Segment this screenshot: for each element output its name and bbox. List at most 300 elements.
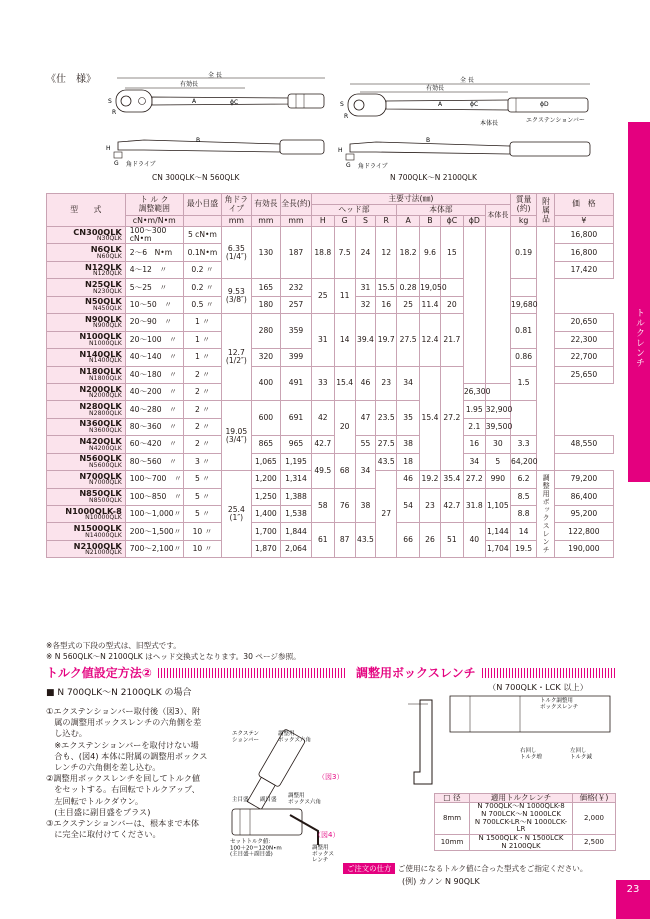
svg-text:主目盛: 主目盛 bbox=[232, 797, 249, 803]
svg-text:調整用ボックス六角: 調整用ボックス六角 bbox=[278, 731, 311, 744]
dim-cell: 47 bbox=[355, 401, 376, 436]
dim-cell: 12.7 (1/2″) bbox=[222, 314, 252, 401]
instruction-line: 合も、(図4) 本体に附属の調整用ボックス bbox=[46, 750, 208, 761]
min-scale-cell: 10 〃 bbox=[183, 523, 221, 540]
price-cell: 19,680 bbox=[510, 296, 536, 313]
instruction-line: し込む。 bbox=[46, 728, 87, 739]
header-body-length: 本体長 bbox=[485, 205, 510, 227]
dim-cell: 5 bbox=[485, 453, 510, 470]
torque-range-cell: 2～6 N•m bbox=[125, 244, 183, 261]
spec-row bbox=[47, 488, 614, 505]
spec-row bbox=[47, 227, 614, 244]
header-head: ヘッド部 bbox=[311, 205, 396, 216]
dim-cell: 26 bbox=[420, 523, 441, 558]
model-name: N90QLK bbox=[85, 313, 122, 324]
model-cell bbox=[47, 471, 126, 488]
min-scale-cell: 2 〃 bbox=[183, 418, 221, 435]
torque-section-title: トルク値設定方法② bbox=[46, 666, 152, 680]
model-cell bbox=[47, 314, 126, 331]
dim-cell: 87 bbox=[334, 523, 355, 558]
dim-cell: 34 bbox=[355, 453, 376, 488]
dim-cell: 34 bbox=[463, 453, 485, 470]
torque-section-subtitle: ■ N 700QLK～N 2100QLK の場合 bbox=[46, 688, 192, 698]
model-cell bbox=[47, 296, 126, 313]
instruction-line: ③エクステンションバーは、根本まで本体 bbox=[46, 818, 200, 829]
instruction-line: レンチの六角側を差し込む。 bbox=[46, 762, 161, 773]
torque-range-cell: 40～180 〃 bbox=[125, 366, 183, 383]
price-cell: 16,800 bbox=[554, 244, 613, 261]
dim-cell: 27 bbox=[376, 471, 397, 558]
dim-cell: 33 bbox=[311, 366, 334, 401]
price-cell: 39,500 bbox=[485, 418, 510, 435]
header-main-dims: 主要寸法(㎜) bbox=[311, 194, 510, 205]
old-model-name: N14000QLK bbox=[85, 531, 122, 539]
model-name: N2100QLK bbox=[73, 540, 122, 551]
dim-cell: 1,105 bbox=[485, 488, 510, 523]
svg-text:エクステンションバー: エクステンションバー bbox=[232, 731, 260, 744]
torque-range-cell: 5～25 〃 bbox=[125, 279, 183, 296]
page-number: 23 bbox=[616, 880, 650, 919]
diagram-left-caption: CN 300QLK～N 560QLK bbox=[152, 173, 240, 182]
min-scale-cell: 0.2 〃 bbox=[183, 279, 221, 296]
wrench-diagram-left bbox=[100, 70, 330, 180]
dim-cell: 15 bbox=[440, 227, 463, 279]
min-scale-cell: 2 〃 bbox=[183, 366, 221, 383]
svg-text:右回しトルク増: 右回しトルク増 bbox=[520, 748, 542, 761]
dim-cell: 21.7 bbox=[440, 314, 463, 366]
dim-cell: 24 bbox=[355, 227, 376, 279]
dim-cell: 31 bbox=[311, 314, 334, 366]
dim-cell: 399 bbox=[281, 349, 312, 366]
min-scale-cell: 0.1N•m bbox=[183, 244, 221, 261]
dim-cell: 0.19 bbox=[510, 227, 536, 279]
spec-row bbox=[47, 453, 614, 470]
old-model-name: N7000QLK bbox=[89, 479, 122, 487]
dim-cell: 232 bbox=[281, 279, 312, 296]
dim-cell: 15.5 bbox=[376, 279, 397, 296]
dim-cell: 1.95 bbox=[463, 401, 485, 418]
dim-cell: 9.53 (3/8″) bbox=[222, 279, 252, 314]
svg-text:H: H bbox=[106, 145, 111, 152]
min-scale-cell: 0.2 〃 bbox=[183, 261, 221, 278]
dim-cell: 865 bbox=[251, 436, 281, 453]
model-name: CN300QLK bbox=[73, 226, 122, 237]
box-wrench-figure bbox=[380, 692, 616, 792]
model-cell bbox=[47, 244, 126, 261]
spec-row bbox=[47, 366, 614, 383]
model-name: N12QLK bbox=[85, 261, 122, 272]
dim-cell: 14 bbox=[334, 314, 355, 366]
dim-cell: 19.7 bbox=[376, 314, 397, 366]
svg-text:B: B bbox=[196, 137, 201, 144]
dim-cell: 0.86 bbox=[510, 349, 536, 366]
dim-cell: 180 bbox=[251, 296, 281, 313]
side-tab-label: トルクレンチ bbox=[634, 308, 644, 368]
dim-cell: 8.8 bbox=[510, 506, 536, 523]
header-model: 型 式 bbox=[47, 194, 126, 227]
dim-cell: 359 bbox=[281, 314, 312, 349]
dim-cell: 30 bbox=[485, 436, 510, 453]
svg-text:H: H bbox=[338, 147, 343, 154]
dim-cell: 130 bbox=[251, 227, 281, 279]
min-scale-cell: 1 〃 bbox=[183, 314, 221, 331]
price-cell: 190,000 bbox=[554, 540, 613, 557]
price-cell: 122,800 bbox=[554, 523, 613, 540]
price-cell: 64,200 bbox=[510, 453, 536, 470]
dim-cell: 40 bbox=[463, 523, 485, 558]
accessory-cell bbox=[537, 227, 555, 471]
torque-range-cell: 200～1,500〃 bbox=[125, 523, 183, 540]
dim-cell: 39.4 bbox=[355, 314, 376, 366]
min-scale-cell: 5 〃 bbox=[183, 506, 221, 523]
old-model-name: N2000QLK bbox=[89, 392, 122, 400]
min-scale-cell: 2 〃 bbox=[183, 383, 221, 400]
old-model-name: N1000QLK bbox=[89, 339, 122, 347]
price-cell: 22,300 bbox=[554, 331, 613, 348]
dim-cell: 16 bbox=[376, 296, 397, 313]
dim-cell: 23.5 bbox=[376, 401, 397, 436]
dim-cell: 23 bbox=[420, 488, 441, 523]
dim-cell: 1,704 bbox=[485, 540, 510, 557]
set-torque-note: セットトルク値： 100＋20＝120N•m (主目盛＋副目盛) bbox=[230, 839, 282, 858]
dim-cell: 2.1 bbox=[463, 418, 485, 435]
dim-cell: 20 bbox=[440, 296, 463, 313]
dim-cell: 31 bbox=[355, 279, 376, 296]
dim-cell: 990 bbox=[485, 471, 510, 488]
side-category-tab[interactable] bbox=[628, 122, 650, 482]
dim-cell: 1,870 bbox=[251, 540, 281, 557]
torque-range-cell: 10～50 〃 bbox=[125, 296, 183, 313]
dim-cell: 9.6 bbox=[420, 227, 441, 279]
old-model-name: N60QLK bbox=[96, 252, 122, 260]
svg-text:S: S bbox=[340, 101, 344, 108]
svg-text:B: B bbox=[426, 137, 431, 144]
dim-cell: 16 bbox=[463, 436, 485, 453]
diagram-right-caption: N 700QLK～N 2100QLK bbox=[390, 173, 477, 182]
svg-text:G: G bbox=[114, 160, 119, 167]
dim-cell: 1,065 bbox=[251, 453, 281, 470]
old-model-name: N2800QLK bbox=[89, 409, 122, 417]
model-name: N200QLK bbox=[79, 383, 122, 394]
model-cell bbox=[47, 418, 126, 435]
model-name: N100QLK bbox=[79, 331, 122, 342]
old-model-name: N450QLK bbox=[92, 305, 122, 313]
torque-range-cell: 80～560 〃 bbox=[125, 453, 183, 470]
torque-range-cell: 80～360 〃 bbox=[125, 418, 183, 435]
model-name: N560QLK bbox=[79, 453, 122, 464]
instruction-line: 左回転でトルクダウン。 bbox=[46, 795, 144, 806]
header-accessory: 附属品 bbox=[537, 194, 555, 227]
instruction-line: (主目盛に副目盛をプラス) bbox=[46, 806, 151, 817]
dim-cell: 61 bbox=[311, 523, 334, 558]
dim-cell: 15.4 bbox=[420, 366, 441, 471]
header-body: 本体部 bbox=[397, 205, 486, 216]
dim-cell: 0.28 bbox=[397, 279, 420, 296]
torque-range-cell: 100～850 〃 bbox=[125, 488, 183, 505]
header-min-scale: 最小目盛 bbox=[183, 194, 221, 216]
header-price: 価 格 bbox=[554, 194, 613, 216]
square-drive-label: 角ドライブ bbox=[126, 161, 156, 168]
spec-row bbox=[47, 401, 614, 418]
price-cell: 19,050 bbox=[420, 279, 441, 296]
dim-cell: 11.4 bbox=[420, 296, 441, 313]
header-effective-length: 有効長 bbox=[251, 194, 281, 216]
model-name: N420QLK bbox=[79, 435, 122, 446]
dim-cell: 19.05 (3/4″) bbox=[222, 401, 252, 471]
order-example: (例) カノン N 90QLK bbox=[402, 877, 480, 886]
min-scale-cell: 2 〃 bbox=[183, 436, 221, 453]
header-total-length: 全長(約) bbox=[281, 194, 312, 216]
dim-cell: 491 bbox=[281, 366, 312, 401]
price-cell: 95,200 bbox=[554, 506, 613, 523]
model-cell bbox=[47, 540, 126, 557]
dim-cell: 46 bbox=[397, 471, 420, 488]
dim-cell: 280 bbox=[251, 314, 281, 349]
svg-text:A: A bbox=[438, 101, 443, 108]
dim-cell: 23 bbox=[376, 366, 397, 401]
model-name: N6QLK bbox=[90, 244, 122, 255]
dim-cell: 1,700 bbox=[251, 523, 281, 540]
old-model-name: N230QLK bbox=[92, 287, 122, 295]
dim-cell: 38 bbox=[397, 436, 420, 453]
dim-cell: 25 bbox=[397, 296, 420, 313]
dim-cell: 27.2 bbox=[440, 366, 463, 471]
min-scale-cell: 1 〃 bbox=[183, 331, 221, 348]
dim-cell: 27.5 bbox=[397, 314, 420, 366]
old-model-name: N4200QLK bbox=[89, 444, 122, 452]
min-scale-cell: 1 〃 bbox=[183, 349, 221, 366]
old-model-name: N3600QLK bbox=[89, 427, 122, 435]
dim-cell: 1,314 bbox=[281, 471, 312, 488]
svg-text:ϕC: ϕC bbox=[230, 99, 239, 106]
dim-cell: 54 bbox=[397, 488, 420, 523]
old-model-name: N21000QLK bbox=[85, 549, 122, 557]
torque-box-wrench-label: トルク調整用ボックスレンチ bbox=[540, 698, 579, 711]
min-scale-cell: 10 〃 bbox=[183, 540, 221, 557]
price-cell: 22,700 bbox=[554, 349, 613, 366]
model-cell bbox=[47, 523, 126, 540]
instruction-line: ※エクステンションバーを取付けない場 bbox=[46, 739, 199, 750]
dim-cell: 6.2 bbox=[510, 471, 536, 488]
dim-cell: 7.5 bbox=[334, 227, 355, 279]
model-name: N850QLK bbox=[79, 488, 122, 499]
spec-row bbox=[47, 436, 614, 453]
svg-text:副目盛: 副目盛 bbox=[260, 797, 277, 803]
spec-row bbox=[47, 279, 614, 296]
price-cell: 16,800 bbox=[554, 227, 613, 244]
instruction-line: 属の調整用ボックスレンチの六角側を差 bbox=[46, 717, 202, 728]
dim-cell: 1.5 bbox=[510, 366, 536, 401]
min-scale-cell: 5 cN•m bbox=[183, 227, 221, 244]
note-1: ※各型式の下段の型式は、旧型式です。 bbox=[46, 641, 181, 650]
old-model-name: N10000QLK bbox=[85, 514, 122, 522]
model-cell bbox=[47, 401, 126, 418]
svg-text:調整用ボックスレンチ: 調整用ボックスレンチ bbox=[312, 845, 334, 864]
dim-cell: 257 bbox=[281, 296, 312, 313]
dim-cell: 19.5 bbox=[510, 540, 536, 557]
dim-cell: 2,064 bbox=[281, 540, 312, 557]
dim-cell: 3.3 bbox=[510, 436, 536, 453]
svg-text:R: R bbox=[344, 113, 349, 120]
torque-range-cell: 700～2,100〃 bbox=[125, 540, 183, 557]
svg-text:左回しトルク減: 左回しトルク減 bbox=[570, 748, 592, 761]
dim-cell: 0.81 bbox=[510, 314, 536, 349]
old-model-name: N8500QLK bbox=[89, 496, 122, 504]
model-name: N140QLK bbox=[79, 348, 122, 359]
dim-cell: 1,144 bbox=[485, 523, 510, 540]
model-cell bbox=[47, 506, 126, 523]
dim-cell bbox=[485, 227, 510, 384]
instruction-line: ②調整用ボックスレンチを回してトルク値 bbox=[46, 773, 201, 784]
wrench-diagram-right bbox=[330, 70, 620, 180]
old-model-name: N1800QLK bbox=[89, 374, 122, 382]
svg-text:角ドライブ: 角ドライブ bbox=[358, 163, 388, 170]
price-cell: 20,650 bbox=[554, 314, 613, 331]
dim-cell: 12 bbox=[376, 227, 397, 279]
model-name: N50QLK bbox=[85, 296, 122, 307]
svg-text:全 長: 全 長 bbox=[460, 77, 474, 84]
svg-text:有効長: 有効長 bbox=[426, 85, 445, 92]
svg-text:調整用ボックス六角: 調整用ボックス六角 bbox=[288, 793, 321, 806]
model-name: N180QLK bbox=[79, 366, 122, 377]
old-model-name: N5600QLK bbox=[89, 461, 122, 469]
model-cell bbox=[47, 261, 126, 278]
dim-cell: 55 bbox=[355, 436, 376, 453]
dim-cell: 165 bbox=[251, 279, 281, 296]
torque-setting-figure bbox=[230, 725, 350, 875]
dim-cell: 600 bbox=[251, 401, 281, 436]
dim-cell: 1,538 bbox=[281, 506, 312, 523]
dim-cell: 58 bbox=[311, 488, 334, 523]
dim-cell: 35.4 bbox=[440, 471, 463, 488]
dim-cell: 8.5 bbox=[510, 488, 536, 505]
old-model-name: N1400QLK bbox=[89, 357, 122, 365]
svg-text:本体長: 本体長 bbox=[480, 120, 499, 127]
price-cell: 86,400 bbox=[554, 488, 613, 505]
torque-range-cell: 4～12 〃 bbox=[125, 261, 183, 278]
dim-cell: 46 bbox=[355, 366, 376, 401]
order-tag: ご注文の仕方 bbox=[343, 863, 395, 874]
spec-row bbox=[47, 314, 614, 331]
dim-cell: 38 bbox=[355, 488, 376, 523]
min-scale-cell: 2 〃 bbox=[183, 401, 221, 418]
svg-text:A: A bbox=[192, 98, 197, 105]
torque-range-cell: 40～280 〃 bbox=[125, 401, 183, 418]
dim-cell: 43.5 bbox=[355, 523, 376, 558]
spec-table: 型 式 ト ル ク 調整範囲 最小目盛 角ドラ イブ 有効長 全長(約) 主要寸法(㎜) 質量 (約) 附属品 価 格 ヘッド部 本体部 本体長 cN•m/N•m mm mm mm H G S R A B ϕC ϕD kg ¥ CN300QLK N30QLK 100～300 cN•m 5 cN•m 6.35 (1/4″) 130 187 18.8 7.5 24 12 18.2 9.6 15 0.19 16,800 N6QLK N60QLK 2～6 N•m 0.1N•m 16,800 N12QLK N120QLK 4～12 〃 0.2 〃 17,420 N25QLK N230QLK 5～25 〃 0.2 〃 9.53 (3/8″) 165 232 25 11 31 15.5 0.28 19,050 N50QLK N450QLK 10～50 〃 0.5 〃 180 257 32 16 25 11.4 20 19,680 N90QLK N900QLK 20～90 〃 1 〃 12.7 (1/2″) 280 359 31 14 39.4 19.7 27.5 12.4 21.7 0.81 20,650 N100QLK N1000QLK 20～100 〃 1 〃 22,300 N140QLK N1400QLK 40～140 〃 1 〃 320 399 0.86 22,700 N180QLK N1800QLK 40～180 〃 2 〃 400 491 33 15.4 46 23 34 15.4 27.2 1.5 25,650 N200QLK N2000QLK 40～200 〃 2 〃 26,300 N280QLK N2800QLK 40～280 〃 2 〃 19.05 (3/4″) 600 691 42 20 47 23.5 35 1.95 32,900 N360QLK N3600QLK 80～360 〃 2 〃 2.1 39,500 N420QLK N4200QLK 60～420 〃 2 〃 865 965 42.7 55 27.5 38 16 30 3.3 48,550 N560QLK N5600QLK 80～560 〃 3 〃 1,065 1,195 49.5 68 34 43.5 18 34 5 64,200 N700QLK N7000QLK 100～700 〃 5 〃 25.4 (1″) 1,200 1,314 27 46 19.2 35.4 27.2 990 6.2 調整用ボックスレンチ 79,200 N850QLK N8500QLK 100～850 〃 5 〃 1,250 1,388 58 76 38 54 23 42.7 31.8 1,105 8.5 86,400 N1000QLK-8 N10000QLK 100～1,000〃 5 〃 1,400 1,538 8.8 95,200 N1500QLK N14000QLK 200～1,500〃 10 〃 1,700 1,844 61 87 43.5 66 26 51 40 1,144 14 122,800 N2100QLK N21000QLK 700～2,100〃 10 〃 1,870 2,064 1,704 19.5 190,000 bbox=[46, 193, 614, 558]
spec-label: 《仕 様》 bbox=[46, 74, 96, 85]
model-cell bbox=[47, 331, 126, 348]
model-name: N1000QLK-8 bbox=[65, 505, 122, 516]
min-scale-cell: 5 〃 bbox=[183, 488, 221, 505]
dim-cell: 1,844 bbox=[281, 523, 312, 540]
torque-range-cell: 40～140 〃 bbox=[125, 349, 183, 366]
header-mass: 質量 (約) bbox=[510, 194, 536, 216]
dim-cell: 12.4 bbox=[420, 314, 441, 366]
dim-cell: 15.4 bbox=[334, 366, 355, 401]
instruction-line: に完全に取付けてください。 bbox=[46, 829, 161, 840]
dim-cell: 66 bbox=[397, 523, 420, 558]
dim-cell: 187 bbox=[281, 227, 312, 279]
dim-cell: 18 bbox=[397, 453, 420, 470]
dim-cell: 11 bbox=[334, 279, 355, 314]
svg-text:R: R bbox=[112, 109, 117, 116]
svg-text:ϕD: ϕD bbox=[540, 101, 549, 108]
svg-text:ϕC: ϕC bbox=[470, 101, 479, 108]
dim-cell: 18.2 bbox=[397, 227, 420, 279]
model-cell bbox=[47, 383, 126, 400]
dim-cell: 35 bbox=[397, 401, 420, 436]
model-cell bbox=[47, 488, 126, 505]
dim-cell: 1,400 bbox=[251, 506, 281, 523]
torque-instructions bbox=[46, 706, 231, 840]
dim-cell: 6.35 (1/4″) bbox=[222, 227, 252, 279]
torque-range-cell: 40～200 〃 bbox=[125, 383, 183, 400]
dim-cell: 42 bbox=[311, 401, 334, 436]
dim-cell: 400 bbox=[251, 366, 281, 401]
dim-effective-length: 有効長 bbox=[180, 81, 199, 88]
torque-range-cell: 20～100 〃 bbox=[125, 331, 183, 348]
price-cell: 17,420 bbox=[554, 261, 613, 278]
dim-cell: 18.8 bbox=[311, 227, 334, 279]
dim-cell: 32 bbox=[355, 296, 376, 313]
model-cell bbox=[47, 279, 126, 296]
model-cell bbox=[47, 436, 126, 453]
dim-cell: 1,388 bbox=[281, 488, 312, 505]
dim-cell: 27.5 bbox=[376, 436, 397, 453]
instruction-line: ①エクステンションバー取付後（図3）、附 bbox=[46, 706, 201, 716]
box-wrench-subtitle: （N 700QLK・LCK 以上） bbox=[488, 682, 588, 692]
model-name: N1500QLK bbox=[73, 523, 122, 534]
dim-cell: 1,250 bbox=[251, 488, 281, 505]
torque-range-cell: 100～1,000〃 bbox=[125, 506, 183, 523]
box-wrench-table: □ 径 適用トルクレンチ 価格(￥) 8mm N 700QLK～N 1000QLK-8 N 700LCK～N 1000LCK N 700LCK-LR～N 1000LCK-LR 2,000 10mm N 1500QLK・N 1500LCK N 2100QLK 2,500 bbox=[434, 793, 616, 851]
spec-row bbox=[47, 523, 614, 540]
torque-range-cell: 60～420 〃 bbox=[125, 436, 183, 453]
order-text: ご使用になるトルク値に合った型式をご指定ください。 bbox=[397, 864, 588, 873]
dim-cell: 68 bbox=[334, 453, 355, 488]
dim-cell: 31.8 bbox=[463, 488, 485, 523]
price-cell: 48,550 bbox=[554, 436, 613, 453]
price-cell: 79,200 bbox=[554, 471, 613, 488]
dim-cell: 691 bbox=[281, 401, 312, 436]
dim-cell: 19.2 bbox=[420, 471, 441, 488]
min-scale-cell: 5 〃 bbox=[183, 471, 221, 488]
model-name: N360QLK bbox=[79, 418, 122, 429]
figure-3-label: （図3） bbox=[318, 773, 344, 781]
order-instructions bbox=[343, 863, 587, 874]
model-cell bbox=[47, 227, 126, 244]
dim-cell: 25 bbox=[311, 279, 334, 314]
spec-notes bbox=[46, 640, 301, 662]
torque-range-cell: 100～700 〃 bbox=[125, 471, 183, 488]
dim-cell: 43.5 bbox=[376, 453, 397, 470]
dim-cell: 965 bbox=[281, 436, 312, 453]
dim-cell: 25.4 (1″) bbox=[222, 471, 252, 558]
dim-cell: 49.5 bbox=[311, 453, 334, 488]
price-cell: 32,900 bbox=[485, 401, 510, 418]
dim-cell: 76 bbox=[334, 488, 355, 523]
header-drive: 角ドラ イブ bbox=[222, 194, 252, 216]
dim-cell: 320 bbox=[251, 349, 281, 366]
dim-cell: 14 bbox=[510, 523, 536, 540]
min-scale-cell: 0.5 〃 bbox=[183, 296, 221, 313]
old-model-name: N30QLK bbox=[96, 235, 122, 243]
price-cell: 26,300 bbox=[463, 383, 485, 400]
accessory-cell: 調整用ボックスレンチ bbox=[537, 471, 555, 558]
svg-text:S: S bbox=[108, 98, 112, 105]
torque-range-cell: 20～90 〃 bbox=[125, 314, 183, 331]
